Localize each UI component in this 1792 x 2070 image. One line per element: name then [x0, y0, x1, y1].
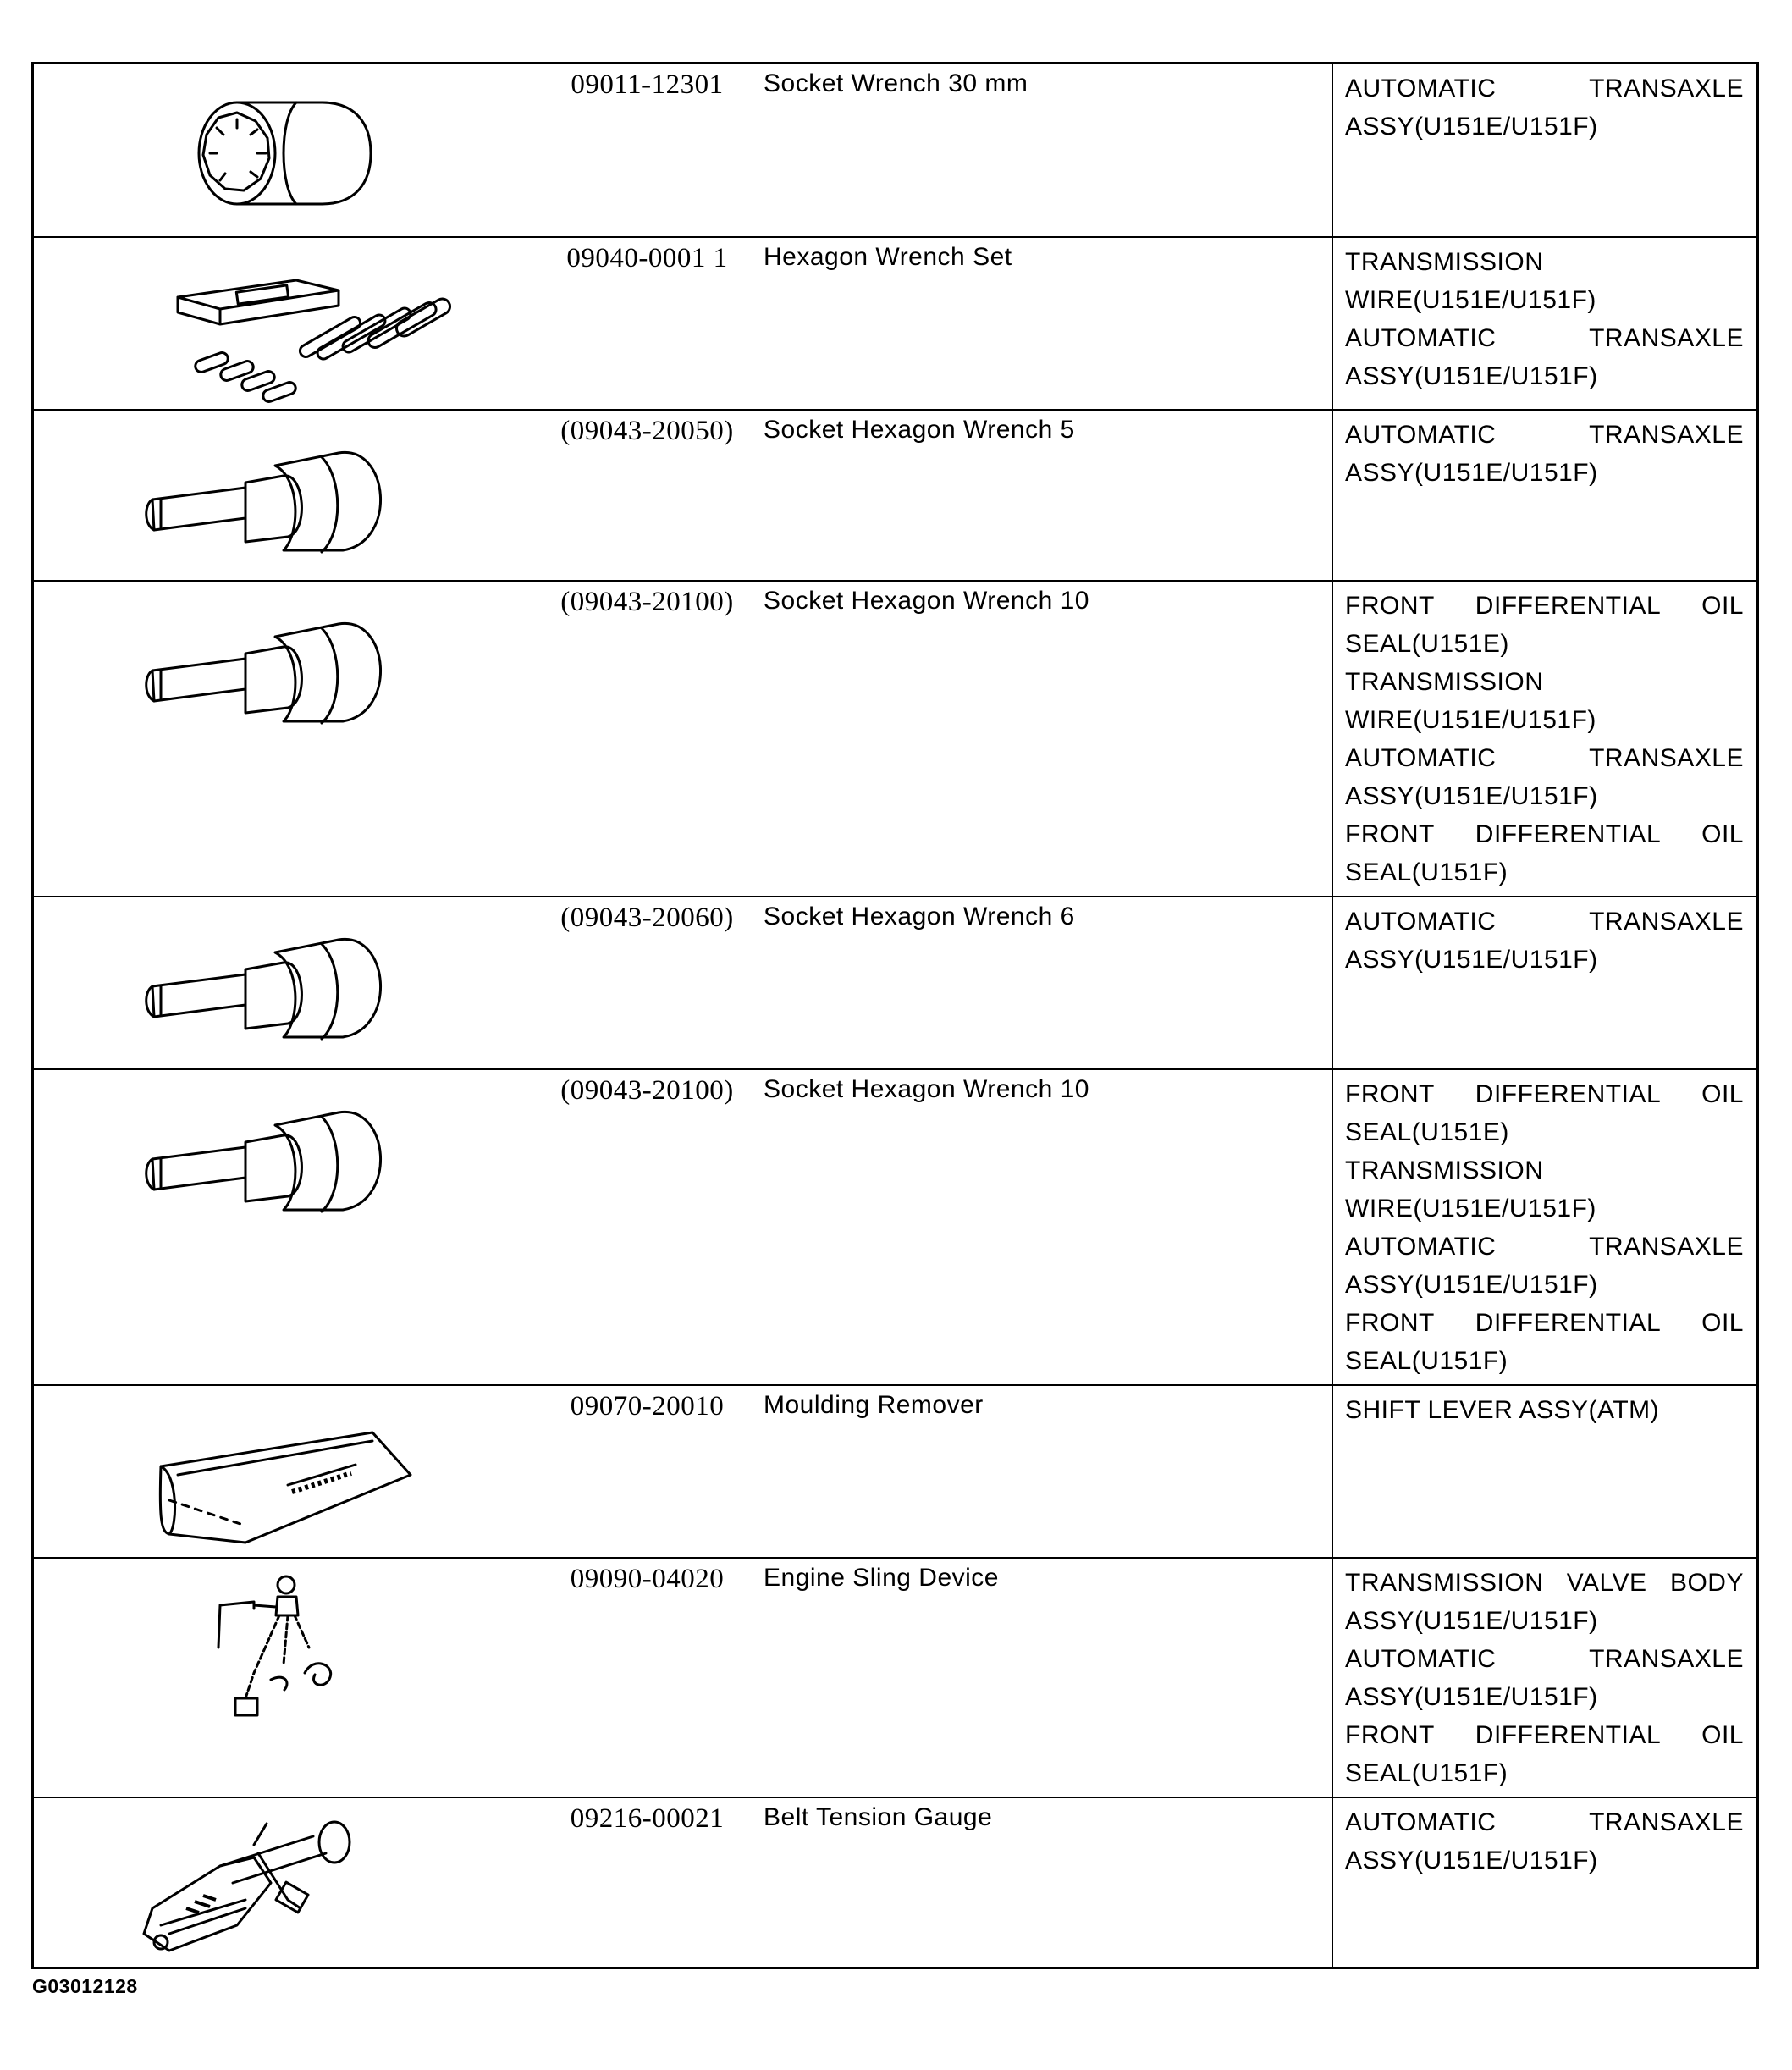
usage-line: [1345, 1640, 1744, 1678]
usage-line: [1345, 1841, 1744, 1880]
usage-line: [1345, 1190, 1744, 1228]
usage-line: [1345, 815, 1744, 853]
usage-word: SHIFT LEVER ASSY(ATM): [1345, 1396, 1660, 1424]
socket-hexagon-wrench-icon: [135, 432, 398, 576]
usage-line: [1345, 777, 1744, 815]
tool-illustration-cell: [34, 238, 533, 409]
tool-name: Moulding Remover: [764, 1391, 984, 1419]
usage-word: ASSY(U151E/U151F): [1345, 1683, 1598, 1711]
engine-sling-icon: [203, 1571, 356, 1732]
usage-word: TRANSAXLE: [1589, 1808, 1744, 1836]
usage-line: [1345, 1304, 1744, 1342]
usage-line: [1345, 663, 1744, 701]
usage-word: BODY: [1669, 1569, 1744, 1597]
tool-illustration-cell: [34, 582, 533, 896]
belt-tension-gauge-icon: [119, 1807, 381, 1963]
tool-name: Socket Hexagon Wrench 10: [764, 1075, 1089, 1103]
usage-word: TRANSMISSION: [1345, 1569, 1544, 1597]
part-number: 09011-12301: [571, 69, 724, 100]
usage-line: [1345, 1113, 1744, 1151]
usage-word: AUTOMATIC: [1345, 1808, 1497, 1836]
usage-line: [1345, 319, 1744, 357]
usage-word: FRONT: [1345, 1721, 1435, 1749]
tool-row: [34, 580, 1756, 896]
usage-word: AUTOMATIC: [1345, 908, 1497, 936]
usage-word: DIFFERENTIAL: [1475, 1309, 1662, 1337]
tool-name: Hexagon Wrench Set: [764, 243, 1012, 271]
tool-row: [34, 1068, 1756, 1384]
usage-word: SEAL(U151F): [1345, 1759, 1508, 1787]
tool-name: Engine Sling Device: [764, 1564, 999, 1592]
usage-cell: [1332, 64, 1756, 236]
socket-wrench-icon: [186, 86, 389, 221]
usage-line: [1345, 739, 1744, 777]
usage-word: WIRE(U151E/U151F): [1345, 286, 1596, 314]
usage-word: DIFFERENTIAL: [1475, 592, 1662, 620]
usage-word: TRANSAXLE: [1589, 908, 1744, 936]
usage-cell: [1332, 1798, 1756, 1967]
usage-word: VALVE: [1566, 1569, 1647, 1597]
usage-line: [1345, 1803, 1744, 1841]
usage-word: ASSY(U151E/U151F): [1345, 946, 1598, 974]
usage-cell: [1332, 897, 1756, 1068]
usage-word: SEAL(U151E): [1345, 1118, 1509, 1146]
part-number: (09043-20100): [560, 1075, 734, 1106]
special-service-tools-table: [31, 62, 1759, 1969]
usage-word: TRANSAXLE: [1589, 1645, 1744, 1673]
usage-word: DIFFERENTIAL: [1475, 1080, 1662, 1108]
part-number: 09216-00021: [570, 1803, 725, 1834]
tool-row: [34, 1557, 1756, 1797]
tool-name: Socket Wrench 30 mm: [764, 69, 1028, 97]
tool-name: Socket Hexagon Wrench 10: [764, 587, 1089, 615]
tool-illustration-cell: [34, 1798, 533, 1967]
usage-word: OIL: [1701, 820, 1744, 848]
tool-illustration-cell: [34, 1559, 533, 1797]
usage-word: FRONT: [1345, 820, 1435, 848]
usage-word: DIFFERENTIAL: [1475, 1721, 1662, 1749]
usage-cell: [1332, 411, 1756, 580]
usage-word: ASSY(U151E/U151F): [1345, 113, 1598, 141]
usage-line: [1345, 1754, 1744, 1792]
usage-word: FRONT: [1345, 1080, 1435, 1108]
tool-row: [34, 1384, 1756, 1557]
usage-line: [1345, 853, 1744, 891]
usage-word: ASSY(U151E/U151F): [1345, 362, 1598, 390]
tool-row: [34, 409, 1756, 580]
part-number: 09090-04020: [570, 1564, 725, 1594]
usage-word: ASSY(U151E/U151F): [1345, 1607, 1598, 1635]
usage-line: [1345, 1564, 1744, 1602]
usage-word: TRANSAXLE: [1589, 1233, 1744, 1261]
moulding-remover-icon: [152, 1424, 415, 1551]
usage-word: TRANSMISSION: [1345, 668, 1544, 696]
hexagon-wrench-set-icon: [169, 272, 474, 407]
usage-cell: [1332, 1070, 1756, 1384]
usage-line: [1345, 1716, 1744, 1754]
tool-name: Socket Hexagon Wrench 5: [764, 416, 1075, 444]
part-number: 09040-0001 1: [566, 243, 728, 273]
usage-cell: [1332, 582, 1756, 896]
usage-word: OIL: [1701, 1080, 1744, 1108]
usage-word: AUTOMATIC: [1345, 324, 1497, 352]
usage-word: SEAL(U151F): [1345, 858, 1508, 886]
usage-line: [1345, 454, 1744, 492]
tool-illustration-cell: [34, 64, 533, 236]
usage-line: [1345, 903, 1744, 941]
usage-word: OIL: [1701, 1309, 1744, 1337]
tool-illustration-cell: [34, 411, 533, 580]
usage-word: OIL: [1701, 1721, 1744, 1749]
usage-word: FRONT: [1345, 592, 1435, 620]
usage-line: [1345, 1151, 1744, 1190]
usage-line: [1345, 108, 1744, 146]
usage-line: [1345, 281, 1744, 319]
usage-word: ASSY(U151E/U151F): [1345, 782, 1598, 810]
tool-illustration-cell: [34, 1386, 533, 1557]
usage-word: AUTOMATIC: [1345, 1645, 1497, 1673]
tool-illustration-cell: [34, 1070, 533, 1384]
socket-hexagon-wrench-icon: [135, 919, 398, 1063]
usage-cell: [1332, 238, 1756, 409]
part-number: (09043-20050): [560, 416, 734, 446]
part-number: (09043-20100): [560, 587, 734, 617]
usage-word: AUTOMATIC: [1345, 75, 1497, 102]
usage-word: TRANSMISSION: [1345, 248, 1544, 276]
usage-word: AUTOMATIC: [1345, 744, 1497, 772]
usage-word: ASSY(U151E/U151F): [1345, 1271, 1598, 1299]
usage-line: [1345, 1678, 1744, 1716]
usage-word: SEAL(U151E): [1345, 630, 1509, 658]
usage-word: TRANSAXLE: [1589, 744, 1744, 772]
usage-word: ASSY(U151E/U151F): [1345, 1846, 1598, 1874]
usage-word: WIRE(U151E/U151F): [1345, 1195, 1596, 1223]
usage-line: [1345, 1602, 1744, 1640]
tool-row: [34, 64, 1756, 236]
usage-word: TRANSAXLE: [1589, 75, 1744, 102]
usage-line: [1345, 701, 1744, 739]
usage-line: [1345, 1266, 1744, 1304]
usage-word: OIL: [1701, 592, 1744, 620]
usage-line: [1345, 625, 1744, 663]
tool-illustration-cell: [34, 897, 533, 1068]
tool-row: [34, 896, 1756, 1068]
socket-hexagon-wrench-icon: [135, 1091, 398, 1235]
usage-line: [1345, 69, 1744, 108]
usage-word: SEAL(U151F): [1345, 1347, 1508, 1375]
usage-line: [1345, 1342, 1744, 1380]
usage-line: [1345, 1075, 1744, 1113]
usage-word: TRANSAXLE: [1589, 324, 1744, 352]
usage-word: AUTOMATIC: [1345, 1233, 1497, 1261]
usage-line: [1345, 416, 1744, 454]
usage-line: [1345, 243, 1744, 281]
usage-line: [1345, 941, 1744, 979]
usage-cell: [1332, 1559, 1756, 1797]
usage-word: WIRE(U151E/U151F): [1345, 706, 1596, 734]
tool-row: [34, 236, 1756, 409]
usage-word: TRANSAXLE: [1589, 421, 1744, 449]
usage-word: TRANSMISSION: [1345, 1156, 1544, 1184]
socket-hexagon-wrench-icon: [135, 603, 398, 747]
usage-cell: [1332, 1386, 1756, 1557]
usage-line: [1345, 1391, 1744, 1429]
part-number: (09043-20060): [560, 903, 734, 933]
tool-name: Belt Tension Gauge: [764, 1803, 993, 1831]
usage-word: AUTOMATIC: [1345, 421, 1497, 449]
usage-line: [1345, 357, 1744, 395]
figure-code: G03012128: [32, 1975, 138, 1997]
part-number: 09070-20010: [570, 1391, 725, 1421]
usage-word: ASSY(U151E/U151F): [1345, 459, 1598, 487]
usage-word: DIFFERENTIAL: [1475, 820, 1662, 848]
usage-line: [1345, 1228, 1744, 1266]
tool-row: [34, 1797, 1756, 1967]
usage-line: [1345, 587, 1744, 625]
usage-word: FRONT: [1345, 1309, 1435, 1337]
tool-name: Socket Hexagon Wrench 6: [764, 903, 1075, 930]
